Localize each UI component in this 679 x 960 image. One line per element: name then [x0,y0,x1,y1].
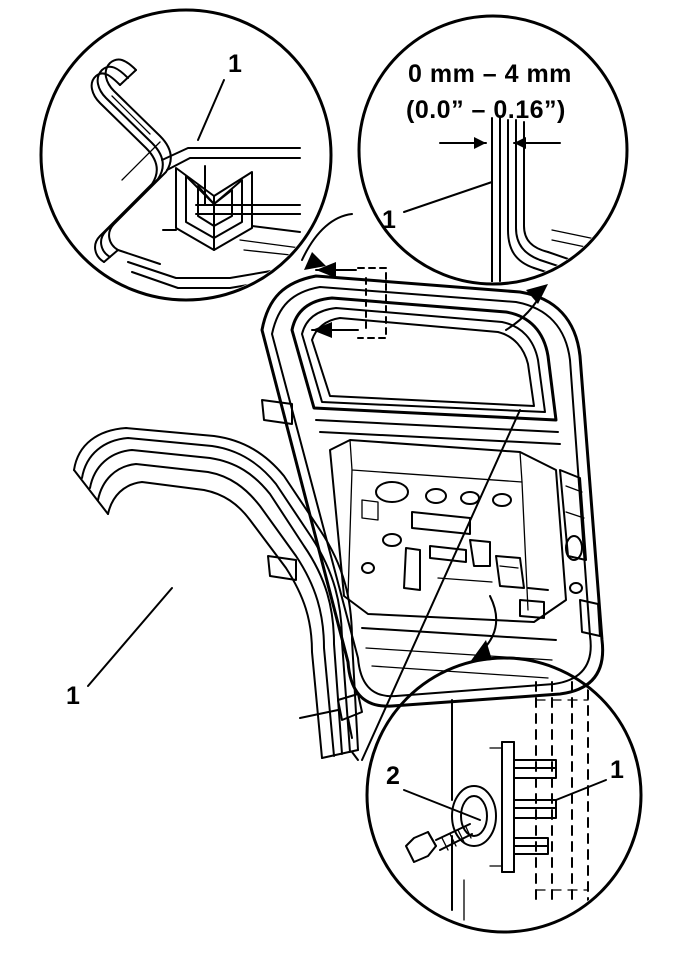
screw-icon [406,824,472,862]
main-weatherstrip-callout-1: 1 [66,682,80,710]
dimension-metric: 0 mm – 4 mm [408,60,572,88]
detail-b-callout-1: 1 [382,206,396,234]
weatherstrip-part-group [74,428,362,760]
detail-c-callout-1: 1 [610,756,624,784]
detail-upper-left-group [41,10,331,300]
detail-upper-right-content [404,118,600,300]
detail-c-callout-2: 2 [386,762,400,790]
detail-upper-right-group [359,16,627,300]
detail-a-callout-1: 1 [228,50,242,78]
door-assembly-group [262,276,603,706]
dimension-imperial: (0.0” – 0.16”) [406,96,566,124]
detail-upper-left-content [92,59,300,288]
detail-upper-left-circle [41,10,331,300]
detail-lower-right-content [404,682,606,920]
